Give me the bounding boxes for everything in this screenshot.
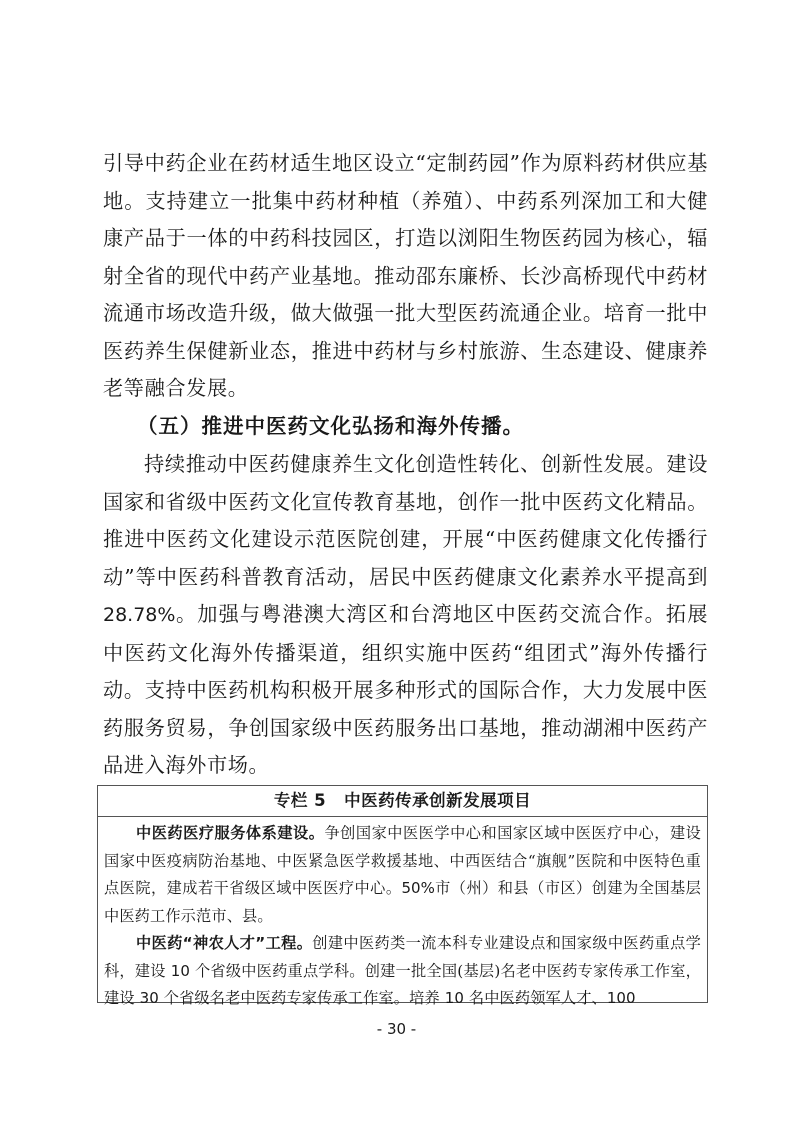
body-paragraph-2	[103, 446, 708, 785]
box-item-text: 个省级名老中医药专家传承工作室。培养	[158, 989, 445, 1007]
box-item-heading: 中医药医疗服务体系建设。	[136, 824, 325, 842]
paragraph-2-text-b: 。加强与粤港澳大湾区和台湾地区中医药交流合作。拓展中医药文化海外传播渠道，组织实施中医药“组团式”海外传播行动。支持中医药机构积极开展多种形式的国际合作，大力发展中医药服务贸易，争创国家级中医药服务出口基地，推动湖湘中医药产品进入海外市场。	[103, 602, 708, 777]
box-title-text: 中医药传承创新发展项目	[344, 791, 532, 810]
box-item-number: 10	[170, 961, 190, 980]
box-item-number: 50%	[401, 879, 435, 897]
box-item-text: 创建中医药类一流本科专业建设点和国家级中医药重点学科，建设	[104, 934, 701, 980]
section-heading: （五）推进中医药文化弘扬和海外传播。	[137, 414, 524, 438]
box-title-label: 专栏 5	[273, 791, 327, 810]
feature-box-title	[98, 786, 707, 817]
paragraph-2-text-a: 持续推动中医药健康养生文化创造性转化、创新性发展。建设国家和省级中医药文化宣传教育基地，创作一批中医药文化精品。推进中医药文化建设示范医院创建，开展“中医药健康文化传播行动”等中医药科普教育活动，居民中医药健康文化素养水平提高到	[103, 452, 708, 589]
box-item-text: 市（州）和县（市区）创建为全国基层中医药工作示范市、县。	[104, 879, 701, 925]
box-item-talent-program	[104, 930, 701, 1013]
literacy-rate-value: 28.78%	[103, 604, 176, 626]
box-item-number: 10	[444, 989, 464, 1007]
box-item-number: 30	[139, 989, 159, 1007]
body-paragraph-1: 引导中药企业在药材适生地区设立“定制药园”作为原料药材供应基地。支持建立一批集中药材种植（养殖）、中药系列深加工和大健康产品于一体的中药科技园区，打造以浏阳生物医药园为核心，辐射全省的现代中药产业基地。推动邵东廉桥、长沙高桥现代中药材流通市场改造升级，做大做强一批大型医药流通企业。培育一批中医药养生保健新业态，推进中药材与乡村旅游、生态建设、健康养老等融合发展。	[103, 151, 708, 400]
box-item-text: 个省级中医药重点学科。创建一批全国(基层)名老中医药专家传承工作室，建设	[104, 961, 701, 1007]
box-item-heading: 中医药“神农人才”工程。	[136, 934, 313, 952]
box-item-text: 争创国家中医医学中心和国家区域中医医疗中心，建设国家中医疫病防治基地、中医紧急医学救援基地、中西医结合“旗舰”医院和中医特色重点医院，建成若干省级区域中医医疗中心。	[104, 824, 701, 897]
box-item-medical-service	[104, 820, 701, 930]
feature-box	[97, 785, 708, 1007]
page-number: - 30 -	[376, 1020, 417, 1038]
feature-box-body	[98, 817, 707, 1013]
box-item-text: 名中医药领军人才、	[463, 989, 607, 1007]
box-item-number: 100	[606, 989, 636, 1007]
